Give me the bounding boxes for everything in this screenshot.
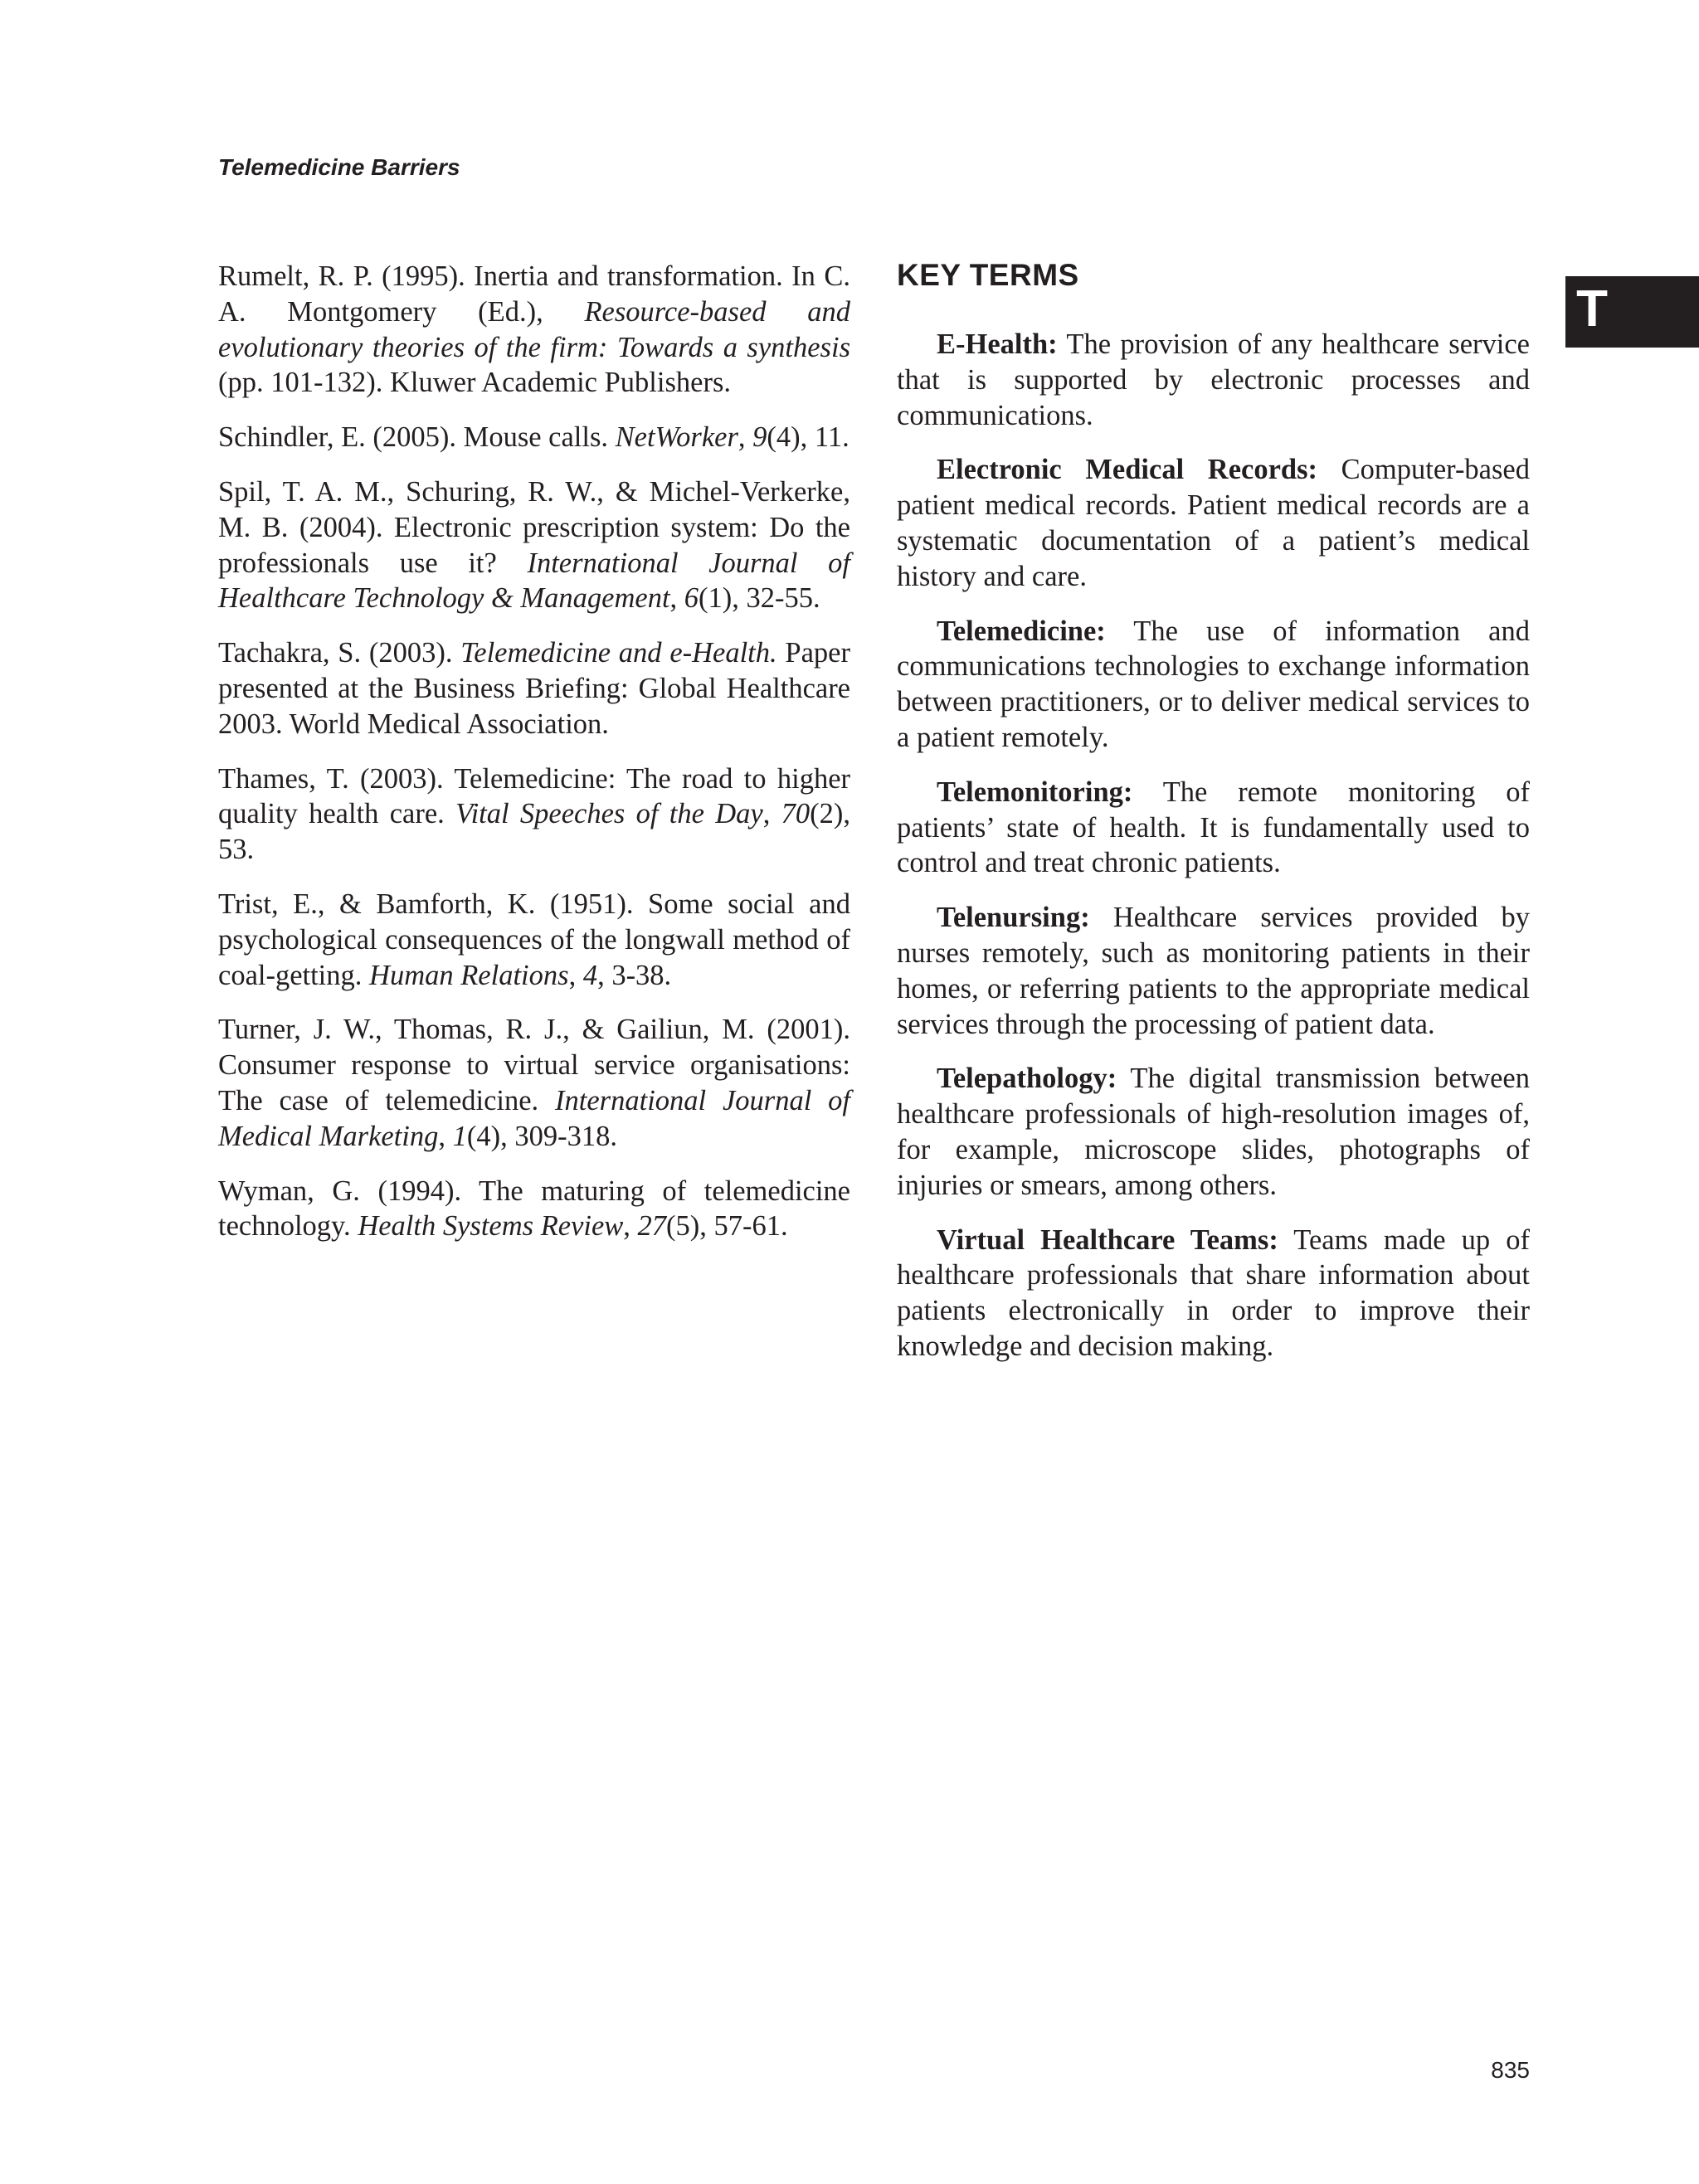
reference-entry [218, 1174, 850, 1245]
reference-title: Resource-based and evolutionary theories of the firm: Towards a synthesis [218, 295, 850, 363]
key-terms-column [897, 257, 1530, 1384]
key-term-name: Electronic Medical Records: [937, 454, 1318, 486]
reference-title: International Journal of Medical Marketing [218, 1084, 850, 1152]
reference-title: Human Relations [369, 959, 569, 991]
references-column [218, 259, 850, 1263]
reference-entry [218, 259, 850, 401]
running-header: Telemedicine Barriers [218, 154, 460, 180]
key-term-entry [897, 327, 1530, 433]
reference-volume: 4 [582, 959, 598, 991]
key-term-entry [897, 452, 1530, 594]
reference-text: Turner, J. W., Thomas, R. J., & Gailiun, M. (2001). Consumer response to virtual service organisations: The case of telemedicine. [218, 1014, 850, 1116]
key-terms-heading: KEY TERMS [897, 258, 1079, 292]
key-term-name: Telemonitoring: [937, 776, 1133, 808]
reference-text: (pp. 101-132). Kluwer Academic Publishers. [218, 367, 732, 399]
reference-text: , [623, 1210, 638, 1243]
reference-title: Telemedicine and e-Health. [460, 637, 777, 669]
reference-text: Rumelt, R. P. (1995). Inertia and transformation. In C. A. Montgomery (Ed.), [218, 260, 850, 328]
key-term-definition: Healthcare services provided by nurses remotely, such as monitoring patients in their homes, or referring patients to the appropriate medical services through the processing of patient data. [897, 902, 1530, 1040]
key-term-definition: The remote monitoring of patients’ state of health. It is fundamentally used to control and treat chronic patients. [897, 776, 1530, 879]
key-term-entry [897, 775, 1530, 881]
reference-text: (1), 32-55. [699, 582, 820, 615]
page-number: 835 [1491, 2057, 1530, 2083]
key-term-name: Telepathology: [937, 1063, 1117, 1095]
key-term-entry [897, 614, 1530, 756]
reference-title: Vital Speeches of the Day [455, 798, 763, 830]
key-term-name: Virtual Healthcare Teams: [937, 1223, 1278, 1256]
reference-text: , 3-38. [597, 959, 672, 991]
reference-text: Tachakra, S. (2003). [218, 637, 461, 669]
reference-title: International Journal of Healthcare Technology & Management [218, 547, 850, 615]
reference-text: Paper presented at the Business Briefing: Global Healthcare 2003. World Medical Association. [218, 637, 850, 740]
key-term-entry [897, 900, 1530, 1042]
thumb-index-letter: T [1576, 280, 1608, 338]
reference-title: NetWorker [615, 421, 738, 454]
reference-entry [218, 887, 850, 993]
key-term-entry [897, 1223, 1530, 1364]
reference-text: , [762, 798, 781, 830]
reference-text: , [568, 959, 583, 991]
reference-text: Schindler, E. (2005). Mouse calls. [218, 421, 616, 454]
reference-title: Health Systems Review [358, 1210, 624, 1243]
reference-volume: 70 [781, 798, 811, 830]
reference-entry [218, 474, 850, 616]
reference-text: , [438, 1120, 453, 1152]
thumb-index-tab [1565, 276, 1699, 348]
key-term-entry [897, 1061, 1530, 1203]
key-term-definition: Computer-based patient medical records. Patient medical records are a systematic documentation of a patient’s medical history and care. [897, 454, 1530, 592]
key-term-definition: The use of information and communications technologies to exchange information between practitioners, or to deliver medical services to a patient remotely. [897, 615, 1530, 753]
key-term-name: Telemedicine: [937, 615, 1106, 647]
reference-volume: 9 [752, 421, 767, 454]
reference-text: Trist, E., & Bamforth, K. (1951). Some social and psychological consequences of the longwall method of coal-getting. [218, 888, 850, 991]
reference-text: (4), 309-318. [466, 1120, 617, 1152]
reference-text: (4), 11. [767, 421, 850, 454]
reference-entry [218, 635, 850, 742]
reference-entry [218, 761, 850, 868]
reference-volume: 1 [452, 1120, 467, 1152]
reference-text: Spil, T. A. M., Schuring, R. W., & Michel-Verkerke, M. B. (2004). Electronic prescription system: Do the professionals use it? [218, 475, 850, 579]
key-term-name: E-Health: [937, 328, 1058, 360]
key-term-definition: The provision of any healthcare service that is supported by electronic processes and communications. [897, 328, 1530, 431]
reference-text: , [669, 582, 684, 615]
reference-entry [218, 420, 850, 455]
key-term-definition: The digital transmission between healthcare professionals of high-resolution images of, for example, microscope slides, photographs of injuries or smears, among others. [897, 1063, 1530, 1201]
reference-entry [218, 1012, 850, 1154]
reference-text: (2), 53. [218, 798, 850, 866]
reference-text: Wyman, G. (1994). The maturing of telemedicine technology. [218, 1175, 850, 1243]
reference-volume: 6 [684, 582, 699, 615]
reference-text: (5), 57-61. [666, 1210, 788, 1243]
key-term-definition: Teams made up of healthcare professionals that share information about patients electronically in order to improve their knowledge and decision making. [897, 1223, 1530, 1362]
reference-text: , [738, 421, 753, 454]
reference-volume: 27 [637, 1210, 667, 1243]
reference-text: Thames, T. (2003). Telemedicine: The road to higher quality health care. [218, 762, 850, 830]
key-term-name: Telenursing: [937, 902, 1090, 934]
